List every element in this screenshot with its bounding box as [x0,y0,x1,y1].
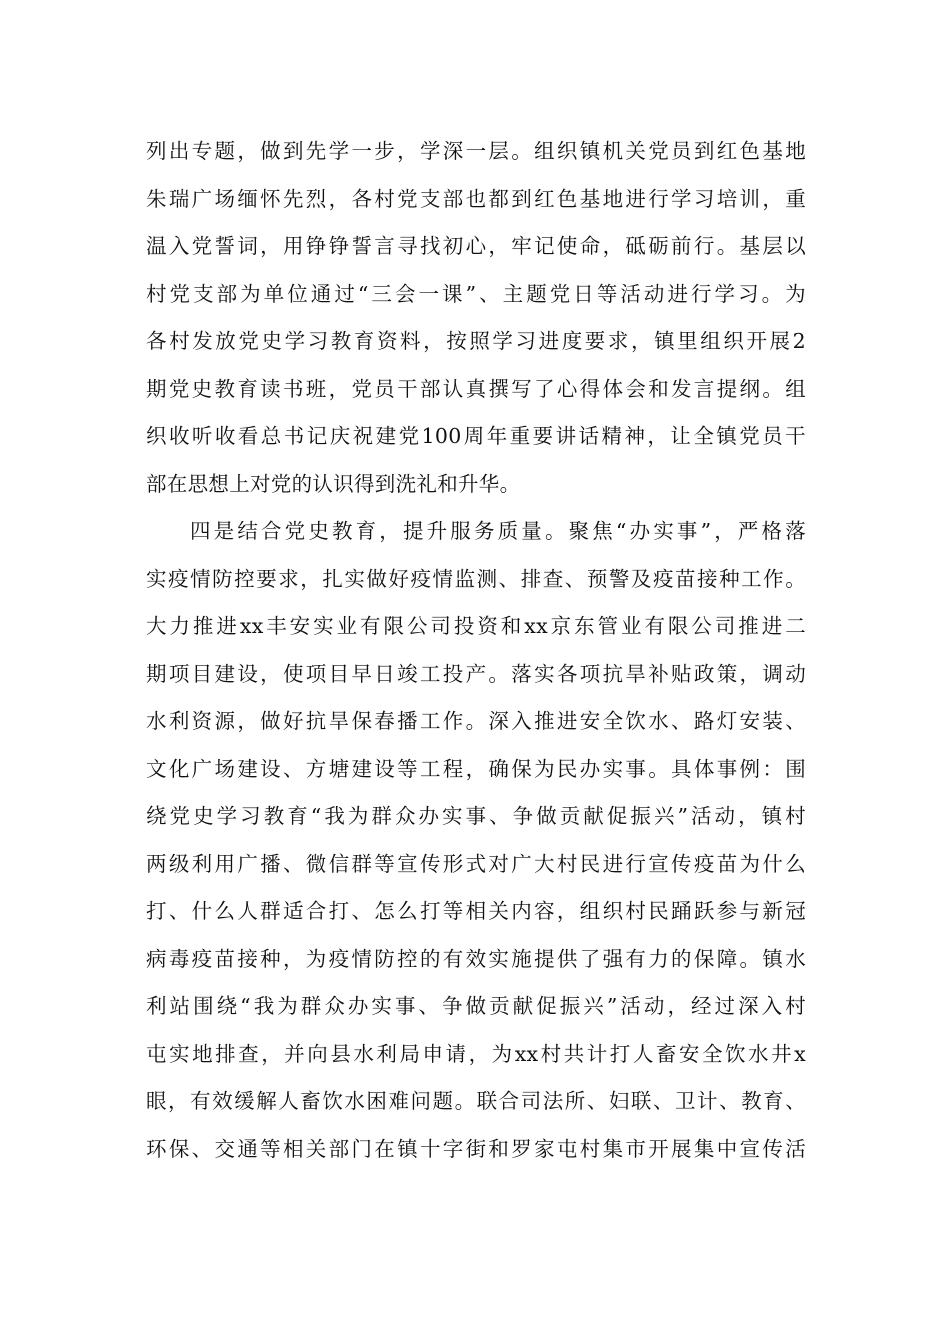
text-line: 期党史教育读书班，党员干部认真撰写了心得体会和发言提纲。组 [146,376,806,401]
text-line: 绕党史学习教育“我为群众办实事、争做贡献促振兴”活动，镇村 [146,804,806,828]
text-line: 村党支部为单位通过“三会一课”、主题党日等活动进行学习。为 [146,281,806,306]
text-line: 四是结合党史教育，提升服务质量。聚焦“办实事”，严格落 [190,519,806,543]
text-line: 两级利用广播、微信群等宣传形式对广大村民进行宣传疫苗为什么 [146,851,806,876]
text-line: 利站围绕“我为群众办实事、争做贡献促振兴”活动，经过深入村 [146,994,806,1018]
text-line: 文化广场建设、方塘建设等工程，确保为民办实事。具体事例：围 [146,756,806,781]
text-line: 列出专题，做到先学一步，学深一层。组织镇机关党员到红色基地 [146,139,806,163]
text-line: 眼，有效缓解人畜饮水困难问题。联合司法所、妇联、卫计、教育、 [146,1089,806,1113]
text-line: 打、什么人群适合打、怎么打等相关内容，组织村民踊跃参与新冠 [146,899,806,923]
text-line: 部在思想上对党的认识得到洗礼和升华。 [146,471,521,496]
text-line: 期项目建设，使项目早日竣工投产。落实各项抗旱补贴政策，调动 [146,661,806,686]
text-line: 大力推进xx丰安实业有限公司投资和xx京东管业有限公司推进二 [146,614,806,638]
text-line: 朱瑞广场缅怀先烈，各村党支部也都到红色基地进行学习培训，重 [146,186,806,211]
paragraph-continuation [146,128,806,508]
text-line: 屯实地排查，并向县水利局申请，为xx村共计打人畜安全饮水井x [146,1041,806,1066]
text-line: 各村发放党史学习教育资料，按照学习进度要求，镇里组织开展2 [146,329,806,353]
text-line: 病毒疫苗接种，为疫情防控的有效实施提供了强有力的保障。镇水 [146,946,806,971]
body-text [146,128,806,1173]
text-line: 环保、交通等相关部门在镇十字街和罗家屯村集市开展集中宣传活 [146,1136,806,1161]
paragraph-service-quality [146,508,806,1173]
text-line: 织收听收看总书记庆祝建党100周年重要讲话精神，让全镇党员干 [146,424,806,448]
text-line: 实疫情防控要求，扎实做好疫情监测、排查、预警及疫苗接种工作。 [146,566,806,591]
text-line: 水利资源，做好抗旱保春播工作。深入推进安全饮水、路灯安装、 [146,709,806,733]
text-line: 温入党誓词，用铮铮誓言寻找初心，牢记使命，砥砺前行。基层以 [146,234,806,258]
